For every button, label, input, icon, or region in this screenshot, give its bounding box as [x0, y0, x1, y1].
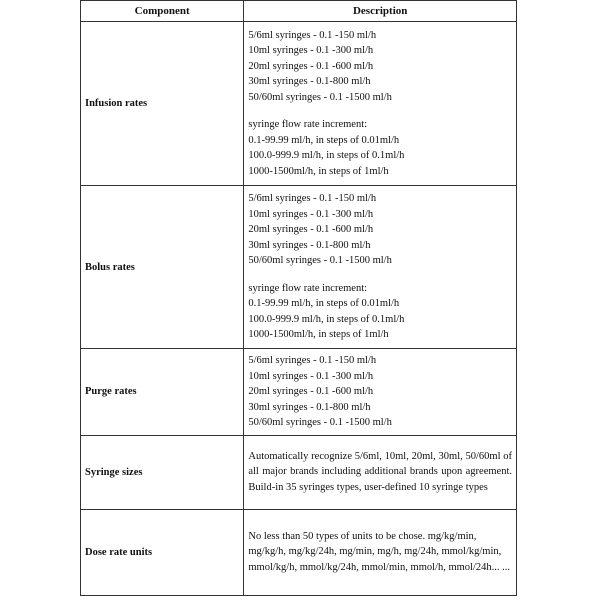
syringe-sizes-text: Automatically recognize 5/6ml, 10ml, 20ml, 30ml, 50/60ml of all major brands including additional brands upon agreement. Build-in 35 syringes types, user-defined 10 syringe types [248, 450, 512, 493]
rate-line: 20ml syringes - 0.1 -600 ml/h [248, 224, 374, 236]
description-header: Description [244, 1, 517, 22]
description-cell [244, 22, 517, 186]
rate-line: 10ml syringes - 0.1 -300 ml/h [248, 45, 374, 57]
rate-line: 30ml syringes - 0.1-800 ml/h [248, 239, 371, 251]
increment-line: syringe flow rate increment: [248, 119, 368, 131]
table-row [81, 22, 517, 186]
component-header: Component [81, 1, 244, 22]
rate-line: 50/60ml syringes - 0.1 -1500 ml/h [248, 91, 392, 103]
component-label: Infusion rates [81, 22, 244, 186]
rate-line: 50/60ml syringes - 0.1 -1500 ml/h [248, 417, 392, 428]
rate-line: 5/6ml syringes - 0.1 -150 ml/h [248, 355, 377, 366]
rate-line: 20ml syringes - 0.1 -600 ml/h [248, 386, 374, 397]
table-row [81, 435, 517, 509]
dose-units-text: No less than 50 types of units to be chose. mg/kg/min, mg/kg/h, mg/kg/24h, mg/min, mg/h, mg/24h, mmol/kg/min, mmol/kg/h, mmol/kg/24h, mmol/min, mmol/h, mmol/24h... ... [248, 530, 510, 573]
component-label: Dose rate units [81, 509, 244, 595]
increment-line: 1000-1500ml/h, in steps of 1ml/h [248, 329, 389, 341]
component-label: Purge rates [81, 349, 244, 436]
increment-line: 100.0-999.9 ml/h, in steps of 0.1ml/h [248, 150, 405, 162]
component-label: Bolus rates [81, 186, 244, 349]
component-label: Syringe sizes [81, 435, 244, 509]
description-cell [244, 349, 517, 436]
rate-line: 30ml syringes - 0.1-800 ml/h [248, 401, 371, 413]
rate-line: 50/60ml syringes - 0.1 -1500 ml/h [248, 255, 392, 267]
description-cell [244, 435, 517, 509]
rate-line: 5/6ml syringes - 0.1 -150 ml/h [248, 193, 377, 205]
spec-table [80, 0, 517, 596]
increment-line: 0.1-99.99 ml/h, in steps of 0.01ml/h [248, 134, 400, 146]
increment-line: syringe flow rate increment: [248, 282, 368, 294]
rate-line: 5/6ml syringes - 0.1 -150 ml/h [248, 29, 377, 41]
rate-line: 10ml syringes - 0.1 -300 ml/h [248, 208, 374, 220]
rate-line: 30ml syringes - 0.1-800 ml/h [248, 76, 371, 88]
table-row [81, 186, 517, 349]
description-cell [244, 509, 517, 595]
rate-line: 20ml syringes - 0.1 -600 ml/h [248, 60, 374, 72]
description-cell [244, 186, 517, 349]
increment-line: 1000-1500ml/h, in steps of 1ml/h [248, 165, 389, 177]
table-row [81, 349, 517, 436]
increment-line: 0.1-99.99 ml/h, in steps of 0.01ml/h [248, 298, 400, 310]
header-row [81, 1, 517, 22]
increment-line: 100.0-999.9 ml/h, in steps of 0.1ml/h [248, 313, 405, 325]
table-row [81, 509, 517, 595]
rate-line: 10ml syringes - 0.1 -300 ml/h [248, 370, 374, 382]
